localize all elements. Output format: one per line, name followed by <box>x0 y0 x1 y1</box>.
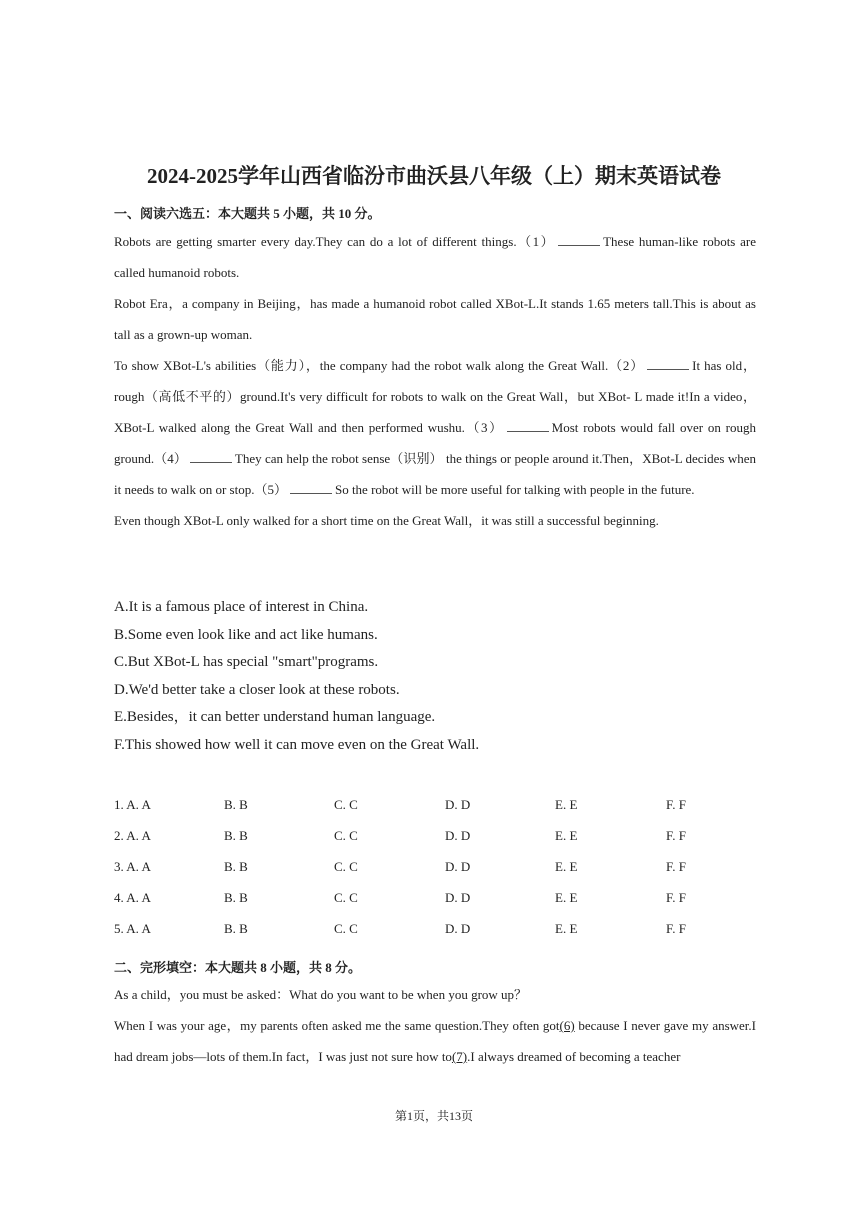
cloze-blank-6: (6) <box>559 1018 575 1033</box>
passage-paragraph-2: Robot Era，a company in Beijing，has made a humanoid robot called XBot-L.It stands 1.65 meters tall.This is about as tall as a grown-up woman. <box>114 296 756 342</box>
section-2-heading: 二、完形填空：本大题共 8 小题，共 8 分。 <box>114 960 362 975</box>
passage-text: To show XBot-L's abilities（能力），the company had the robot walk along the Great Wall.（2） <box>114 358 645 373</box>
cloze-text: because I never gave my answer.I had dream jobs—lots of them.In fact，I was just not sure how to <box>114 1018 756 1064</box>
choice-question-a[interactable]: 5. A. A <box>114 921 151 936</box>
cloze-passage <box>114 979 756 1072</box>
choice-f[interactable]: F. F <box>666 859 686 874</box>
cloze-text: .I always dreamed of becoming a teacher <box>467 1049 681 1064</box>
choice-row-5 <box>114 921 754 952</box>
page-footer: 第1页，共13页 <box>394 1109 473 1123</box>
answer-choices <box>114 797 754 952</box>
passage-text: They can help the robot sense（识别） the things or people around it.Then，XBot-L decides when it needs to walk on or stop.（5） <box>114 451 756 497</box>
passage-text: Robots are getting smarter every day.They can do a lot of different things.（1） <box>114 234 556 249</box>
answer-blank-1 <box>558 233 600 246</box>
choice-d[interactable]: D. D <box>445 797 471 812</box>
section-1-heading: 一、阅读六选五：本大题共 5 小题，共 10 分。 <box>114 206 381 221</box>
choice-question-a[interactable]: 2. A. A <box>114 828 151 843</box>
choice-row-4 <box>114 890 754 921</box>
choice-e[interactable]: E. E <box>555 828 578 843</box>
choice-e[interactable]: E. E <box>555 921 578 936</box>
answer-blank-3 <box>507 419 549 432</box>
choice-e[interactable]: E. E <box>555 797 578 812</box>
choice-e[interactable]: E. E <box>555 890 578 905</box>
choice-d[interactable]: D. D <box>445 859 471 874</box>
choice-f[interactable]: F. F <box>666 828 686 843</box>
cloze-blank-7: (7) <box>451 1049 468 1064</box>
choice-e[interactable]: E. E <box>555 859 578 874</box>
cloze-paragraph-1: As a child，you must be asked：What do you want to be when you grow up？ <box>114 987 528 1002</box>
choice-c[interactable]: C. C <box>334 797 358 812</box>
choice-d[interactable]: D. D <box>445 890 471 905</box>
choice-b[interactable]: B. B <box>224 828 248 843</box>
passage-text: Most robots would fall over on rough ground.（4） <box>114 420 757 466</box>
answer-blank-5 <box>290 481 332 494</box>
option-c: C.But XBot-L has special "smart"programs. <box>114 654 379 670</box>
choice-row-2 <box>114 828 754 859</box>
passage-paragraph-4: Even though XBot-L only walked for a short time on the Great Wall，it was still a successful beginning. <box>114 513 659 528</box>
choice-d[interactable]: D. D <box>445 921 471 936</box>
choice-c[interactable]: C. C <box>334 921 358 936</box>
choice-c[interactable]: C. C <box>334 859 358 874</box>
passage-paragraph-1 <box>114 226 756 288</box>
choice-b[interactable]: B. B <box>224 921 248 936</box>
reading-passage <box>114 226 756 536</box>
choice-question-a[interactable]: 4. A. A <box>114 890 151 905</box>
option-b: B.Some even look like and act like humans. <box>114 626 378 643</box>
answer-blank-4 <box>190 450 232 463</box>
choice-b[interactable]: B. B <box>224 859 248 874</box>
choice-b[interactable]: B. B <box>224 890 248 905</box>
choice-c[interactable]: C. C <box>334 890 358 905</box>
cloze-text: When I was your age，my parents often asked me the same question.They often got <box>114 1018 560 1033</box>
choice-row-1 <box>114 797 754 828</box>
option-f: F.This showed how well it can move even on the Great Wall. <box>114 736 480 753</box>
passage-text: These human-like robots are called humanoid robots. <box>114 234 756 280</box>
choice-question-a[interactable]: 1. A. A <box>114 797 151 812</box>
choice-row-3 <box>114 859 754 890</box>
choice-f[interactable]: F. F <box>666 921 686 936</box>
option-e: E.Besides，it can better understand human language. <box>114 709 436 725</box>
choice-f[interactable]: F. F <box>666 797 686 812</box>
passage-text: It has old，rough（高低不平的）ground.It's very difficult for robots to walk on the Great Wall，but XBot- L made it!In a video，XBot-L walked along the Great Wall and then performed wushu.（3） <box>114 358 756 435</box>
option-a: A.It is a famous place of interest in China. <box>114 599 369 615</box>
passage-text: So the robot will be more useful for talking with people in the future. <box>334 482 695 497</box>
choice-c[interactable]: C. C <box>334 828 358 843</box>
answer-blank-2 <box>647 357 689 370</box>
cloze-paragraph-2 <box>114 1010 756 1072</box>
choice-d[interactable]: D. D <box>445 828 471 843</box>
passage-paragraph-3 <box>114 350 756 505</box>
choice-f[interactable]: F. F <box>666 890 686 905</box>
option-d: D.We'd better take a closer look at these robots. <box>114 681 400 698</box>
option-list <box>114 594 479 759</box>
choice-b[interactable]: B. B <box>224 797 248 812</box>
choice-question-a[interactable]: 3. A. A <box>114 859 151 874</box>
exam-title: 2024-2025学年山西省临汾市曲沃县八年级（上）期末英语试卷 <box>147 164 721 188</box>
